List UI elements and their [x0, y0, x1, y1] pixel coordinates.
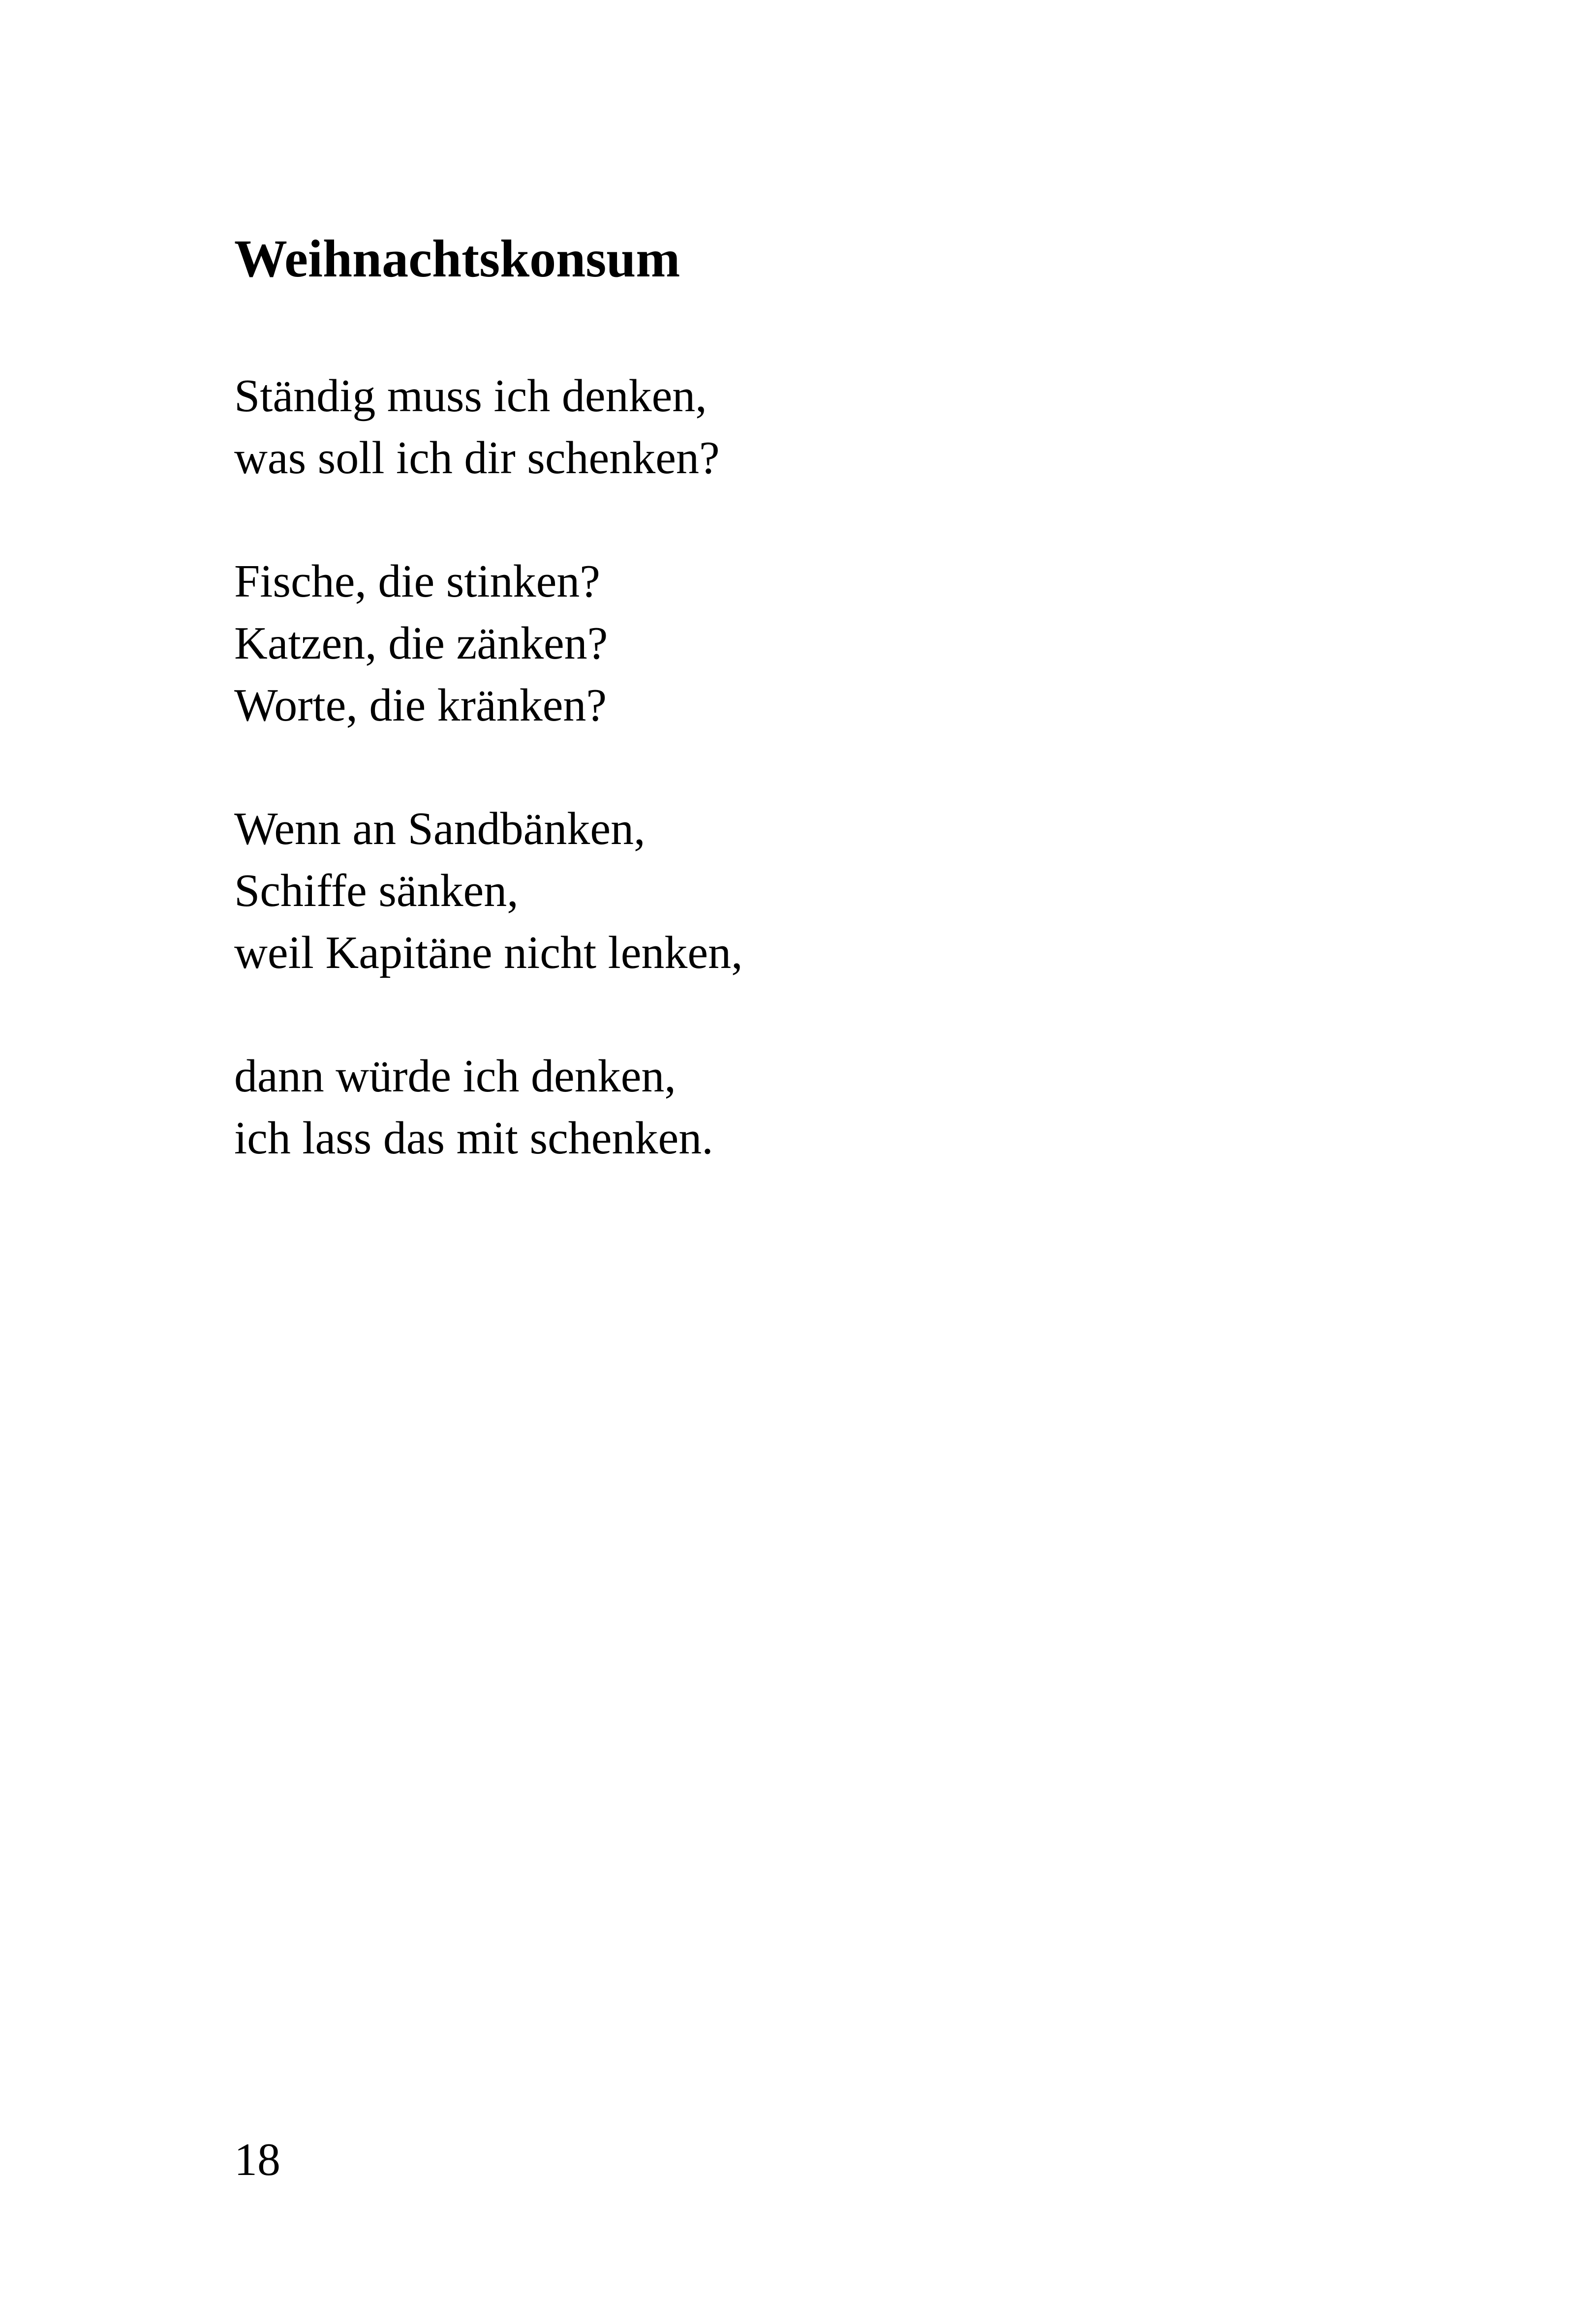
stanza-1 — [234, 365, 743, 489]
stanza-3 — [234, 798, 743, 984]
poem-line: Schiffe sänken, — [234, 865, 519, 916]
poem-line: dann würde ich denken, — [234, 1051, 676, 1102]
poem-line: Ständig muss ich denken, — [234, 370, 707, 422]
stanza-2 — [234, 550, 743, 736]
poem-title: Weihnachtskonsum — [234, 230, 680, 288]
stanza-4 — [234, 1045, 743, 1169]
poem-line: ich lass das mit schenken. — [234, 1113, 713, 1164]
poem-line: Worte, die kränken? — [234, 680, 607, 731]
poem-line: Wenn an Sandbänken, — [234, 803, 646, 854]
poem-line: Fische, die stinken? — [234, 556, 601, 607]
poem-body — [234, 365, 743, 1231]
poem-line: was soll ich dir schenken? — [234, 432, 720, 483]
poem-line: weil Kapitäne nicht lenken, — [234, 927, 743, 978]
page-number: 18 — [234, 2134, 280, 2185]
poem-line: Katzen, die zänken? — [234, 618, 608, 669]
